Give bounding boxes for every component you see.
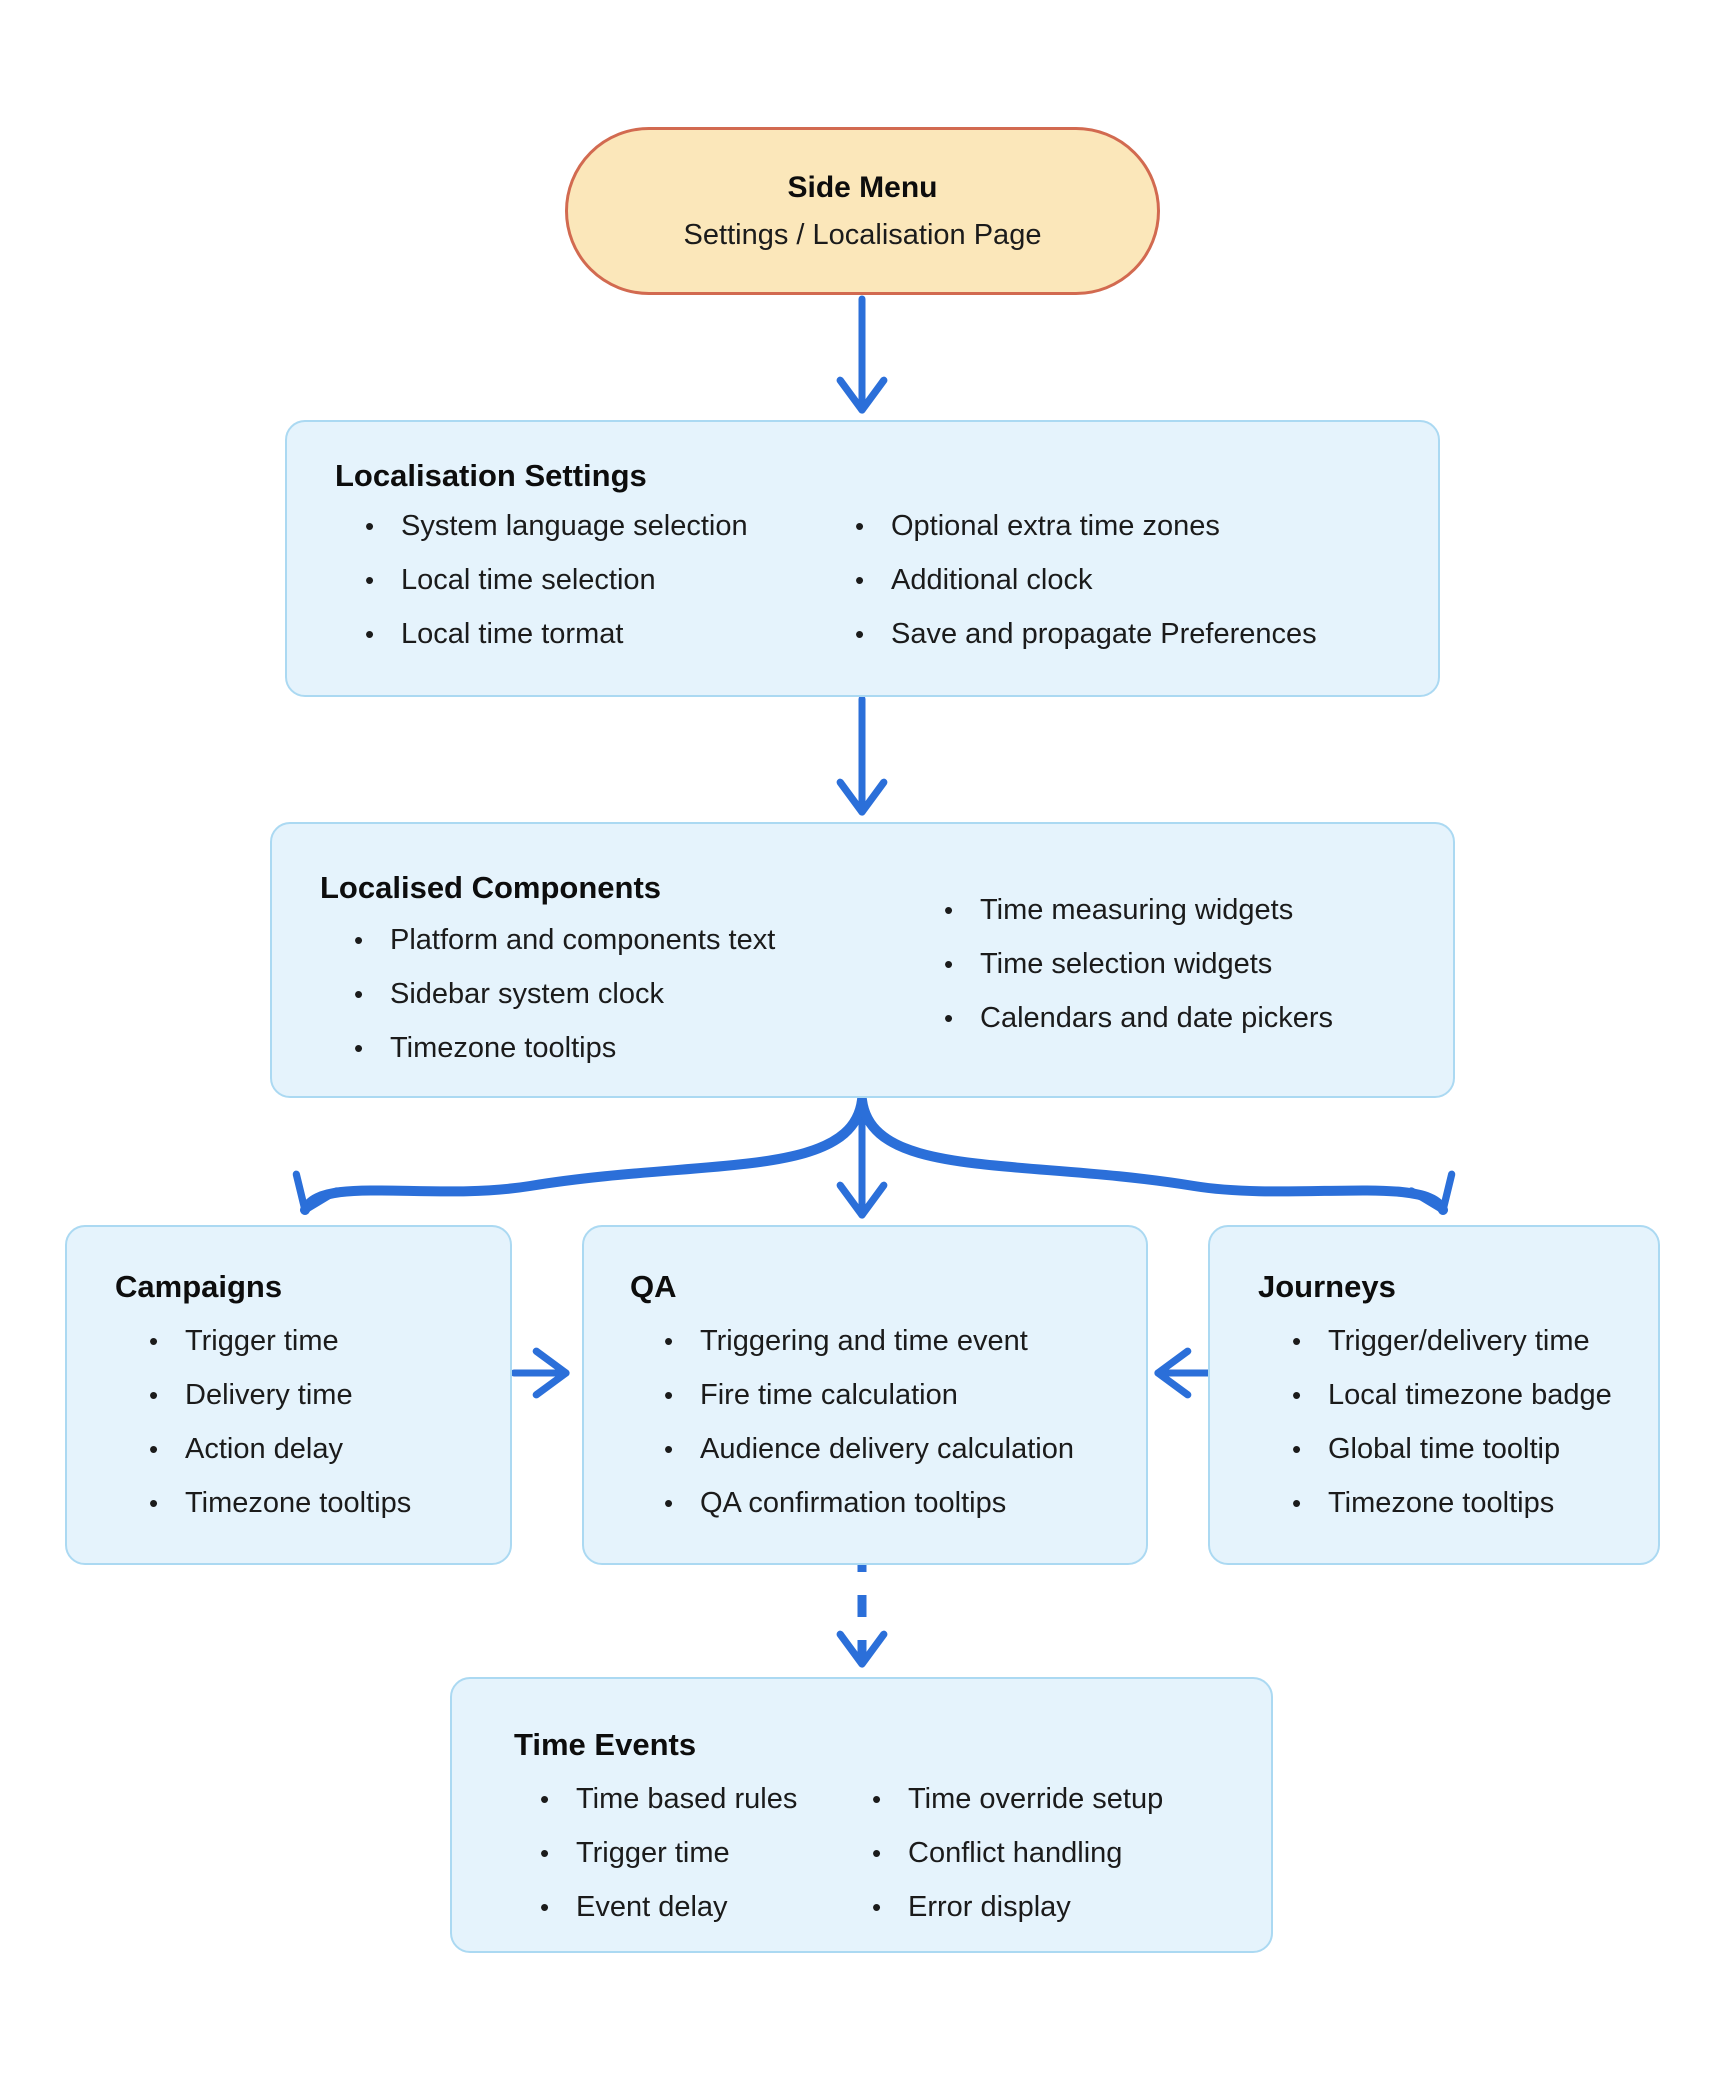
node-time-events — [450, 1677, 1273, 1953]
list-item: • Global time tooltip — [1292, 1435, 1612, 1464]
list-item: • Event delay — [540, 1893, 797, 1922]
list-item: • Audience delivery calculation — [664, 1435, 1074, 1464]
list-item: • Local time tormat — [365, 620, 748, 649]
arrow-components-to-campaigns — [305, 1100, 862, 1210]
arrow-components-to-journeys — [862, 1100, 1443, 1210]
list-item: • Action delay — [149, 1435, 411, 1464]
list-item: • Time selection widgets — [944, 950, 1333, 979]
list-item: • Sidebar system clock — [354, 980, 775, 1009]
journeys-list — [1292, 1327, 1612, 1543]
list-item: • Local time selection — [365, 566, 748, 595]
list-item: • Delivery time — [149, 1381, 411, 1410]
time-events-title: Time Events — [514, 1727, 697, 1762]
localised-components-list-left — [354, 926, 775, 1088]
list-item: • Optional extra time zones — [855, 512, 1317, 541]
list-item: • Calendars and date pickers — [944, 1004, 1333, 1033]
qa-list — [664, 1327, 1074, 1543]
time-events-list-left — [540, 1785, 797, 1947]
list-item: • QA confirmation tooltips — [664, 1489, 1074, 1518]
node-localised-components — [270, 822, 1455, 1098]
time-events-list-right — [872, 1785, 1163, 1947]
list-item: • Time override setup — [872, 1785, 1163, 1814]
localised-components-list-right — [944, 896, 1333, 1058]
list-item: • Trigger time — [149, 1327, 411, 1356]
list-item: • Additional clock — [855, 566, 1317, 595]
localised-components-title: Localised Components — [320, 870, 662, 905]
node-journeys — [1208, 1225, 1660, 1565]
list-item: • System language selection — [365, 512, 748, 541]
node-localisation-settings — [285, 420, 1440, 697]
node-side-menu — [565, 127, 1160, 295]
list-item: • Timezone tooltips — [149, 1489, 411, 1518]
list-item: • Platform and components text — [354, 926, 775, 955]
localisation-settings-title: Localisation Settings — [335, 458, 647, 493]
list-item: • Fire time calculation — [664, 1381, 1074, 1410]
qa-title: QA — [630, 1269, 677, 1304]
list-item: • Trigger time — [540, 1839, 797, 1868]
side-menu-subtitle: Settings / Localisation Page — [683, 218, 1042, 251]
campaigns-title: Campaigns — [115, 1269, 283, 1304]
campaigns-list — [149, 1327, 411, 1543]
list-item: • Time based rules — [540, 1785, 797, 1814]
list-item: • Conflict handling — [872, 1839, 1163, 1868]
list-item: • Trigger/delivery time — [1292, 1327, 1612, 1356]
list-item: • Local timezone badge — [1292, 1381, 1612, 1410]
node-campaigns — [65, 1225, 512, 1565]
localisation-settings-list-left — [365, 512, 748, 674]
list-item: • Timezone tooltips — [1292, 1489, 1612, 1518]
node-qa — [582, 1225, 1148, 1565]
list-item: • Time measuring widgets — [944, 896, 1333, 925]
side-menu-title: Side Menu — [787, 170, 938, 204]
journeys-title: Journeys — [1258, 1269, 1396, 1304]
list-item: • Error display — [872, 1893, 1163, 1922]
list-item: • Timezone tooltips — [354, 1034, 775, 1063]
list-item: • Triggering and time event — [664, 1327, 1074, 1356]
localisation-settings-list-right — [855, 512, 1317, 674]
list-item: • Save and propagate Preferences — [855, 620, 1317, 649]
